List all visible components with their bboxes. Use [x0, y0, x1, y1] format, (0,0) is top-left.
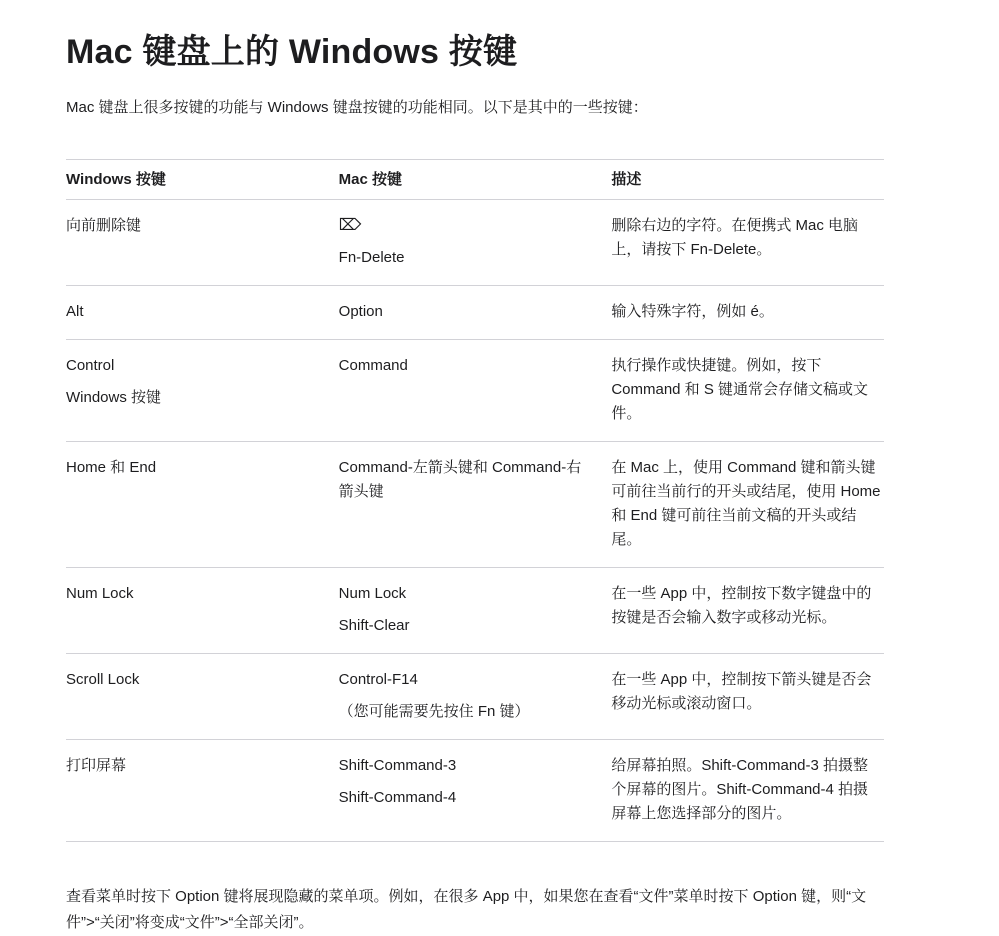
cell-line: （您可能需要先按住 Fn 键）	[338, 703, 530, 720]
cell-line: 向前删除键	[66, 217, 142, 234]
cell-line: 删除右边的字符。在便携式 Mac 电脑上，请按下 Fn-Delete。	[611, 217, 858, 258]
cell-line: 输入特殊字符，例如 é。	[611, 303, 774, 320]
table-row	[66, 340, 884, 442]
cell-line: Num Lock	[66, 585, 134, 602]
cell-line: Home 和 End	[66, 459, 157, 476]
cell-line: Windows 按键	[66, 389, 162, 406]
cell-mac	[339, 740, 612, 842]
cell-desc	[611, 200, 884, 286]
cell-line: Shift-Command-3	[338, 757, 457, 774]
table-row	[66, 200, 884, 286]
cell-desc	[611, 654, 884, 740]
table-head	[66, 160, 884, 200]
cell-line: Shift-Clear	[338, 617, 410, 634]
column-header-mac: Mac 按键	[338, 171, 403, 188]
cell-mac	[339, 442, 612, 568]
cell-line: 执行操作或快捷键。例如，按下 Command 和 S 键通常会存储文稿或文件。	[611, 357, 869, 422]
cell-line: Scroll Lock	[66, 671, 140, 688]
cell-line: 在一些 App 中，控制按下箭头键是否会移动光标或滚动窗口。	[611, 671, 872, 712]
cell-line: Shift-Command-4	[338, 789, 457, 806]
cell-mac	[339, 568, 612, 654]
cell-windows	[66, 340, 339, 442]
cell-windows	[66, 568, 339, 654]
cell-line: Command	[338, 357, 408, 374]
cell-line: Alt	[66, 303, 84, 320]
cell-line: 打印屏幕	[66, 757, 127, 774]
cell-line: Command-左箭头键和 Command-右箭头键	[338, 459, 582, 500]
cell-line: Control	[66, 357, 115, 374]
table-header-row	[66, 160, 884, 200]
cell-line: 在一些 App 中，控制按下数字键盘中的按键是否会输入数字或移动光标。	[611, 585, 872, 626]
cell-mac	[339, 654, 612, 740]
table-body	[66, 200, 884, 842]
keys-table	[66, 159, 884, 842]
cell-desc	[611, 340, 884, 442]
footnote-text: 查看菜单时按下 Option 键将展现隐藏的菜单项。例如，在很多 App 中，如果您在查看“文件”菜单时按下 Option 键，则“文件”>“关闭”将变成“文件”>“全部关闭”。	[66, 888, 867, 931]
cell-line: Num Lock	[338, 585, 407, 602]
column-header-windows: Windows 按键	[66, 171, 166, 188]
table-row	[66, 286, 884, 340]
cell-desc	[611, 286, 884, 340]
table-row	[66, 568, 884, 654]
table-row	[66, 654, 884, 740]
cell-line: Control-F14	[338, 671, 418, 688]
cell-windows	[66, 200, 339, 286]
cell-line: Fn-Delete	[338, 249, 405, 266]
intro-text: Mac 键盘上很多按键的功能与 Windows 键盘按键的功能相同。以下是其中的一些按键：	[66, 99, 648, 116]
column-header-desc: 描述	[611, 171, 642, 188]
cell-mac	[339, 286, 612, 340]
cell-mac	[339, 340, 612, 442]
page-title: Mac 键盘上的 Windows 按键	[66, 33, 518, 71]
cell-desc	[611, 740, 884, 842]
cell-windows	[66, 654, 339, 740]
cell-windows	[66, 740, 339, 842]
cell-line: 在 Mac 上，使用 Command 键和箭头键可前往当前行的开头或结尾，使用 Home 和 End 键可前往当前文稿的开头或结尾。	[611, 459, 881, 548]
cell-line: 给屏幕拍照。Shift-Command-3 拍摄整个屏幕的图片。Shift-Command-4 拍摄屏幕上您选择部分的图片。	[611, 757, 869, 822]
cell-line: Option	[338, 303, 383, 320]
cell-mac	[339, 200, 612, 286]
forward-delete-icon: ⌦	[338, 217, 362, 234]
table-row	[66, 740, 884, 842]
cell-desc	[611, 568, 884, 654]
cell-windows	[66, 442, 339, 568]
cell-windows	[66, 286, 339, 340]
table-row	[66, 442, 884, 568]
cell-desc	[611, 442, 884, 568]
